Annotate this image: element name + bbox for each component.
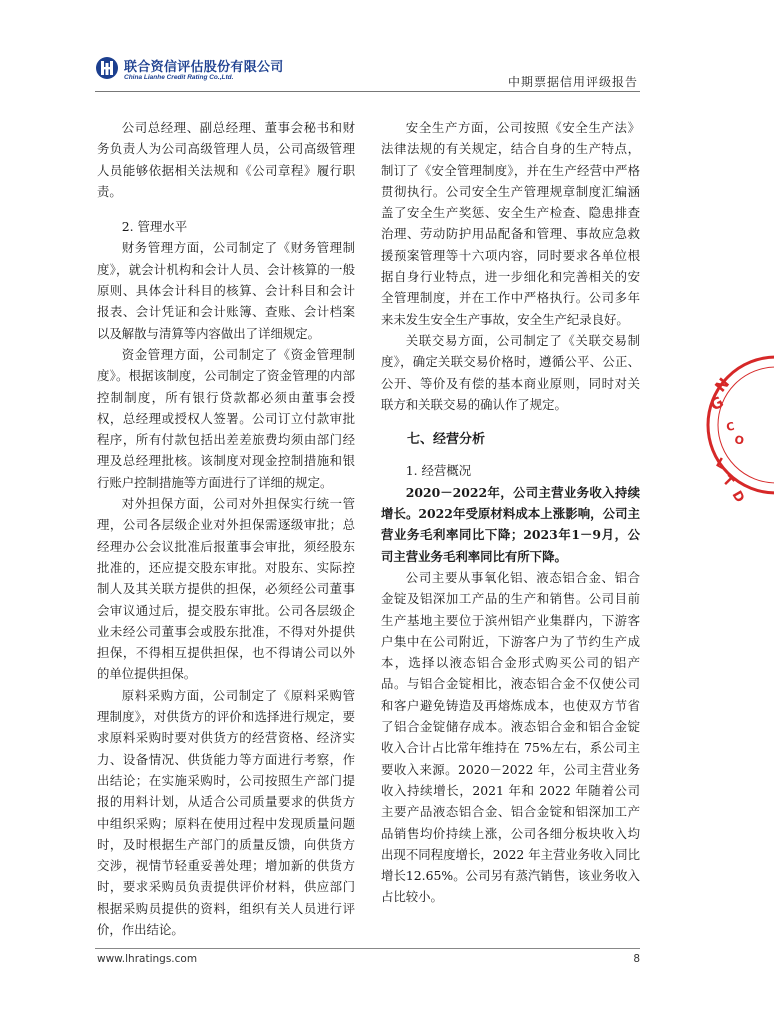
left-column xyxy=(97,117,355,940)
svg-text:N: N xyxy=(711,374,734,396)
lianhe-logo-icon xyxy=(95,56,119,80)
page-header xyxy=(0,0,724,96)
footer-rule xyxy=(95,948,640,949)
paragraph: 安全生产方面，公司按照《安全生产法》法律法规的有关规定，结合自身的生产特点，制订了《安全管理制度》，并在生产经营中严格贯彻执行。公司安全生产管理规章制度汇编涵盖了安全生产奖惩、安全生产检查、隐患排查治理、劳动防护用品配备和管理、事故应急救援预案管理等十六项内容，同时要求各单位根据自身行业特点，进一步细化和完善相关的安全管理制度，并在工作中严格执行。公司多年来未发生安全生产事故，安全生产纪录良好。 xyxy=(381,120,640,327)
section-heading: 七、经营分析 xyxy=(407,432,486,448)
paragraph: 对外担保方面，公司对外担保实行统一管理，公司各层级企业对外担保需逐级审批；总经理办公会议批准后报董事会审批，须经股东批准的，还应提交股东审批。对股东、实际控制人及其关联方提供的担保，必须经公司董事会审议通过后，提交股东审批。公司各层级企业未经公司董事会或股东批准，不得对外提供担保，不得相互提供担保，也不得请公司以外的单位提供担保。 xyxy=(97,496,355,682)
page-number: 8 xyxy=(633,953,640,965)
svg-text:D: D xyxy=(728,488,747,506)
svg-text:G: G xyxy=(707,392,727,415)
paragraph: 公司主要从事氧化铝、液态铝合金、铝合金锭及铝深加工产品的生产和销售。公司目前生产基地主要位于滨州铝产业集群内，下游客户集中在公司附近，下游客户为了节约生产成本，选择以液态铝合金形式购买公司的铝产品。与铝合金锭相比，液态铝合金不仅使公司和客户避免铸造及再熔炼成本，也使双方节省了铝合金锭储存成本。液态铝合金和铝合金锭收入合计占比常年维持在 75%左右，系公司主要收入来源。2020－2022 年，公司主营业务收入持续增长，2021 年和 2022 年随着公司主要产品液态铝合金、铝合金锭和铝深加工产品销售均价持续上涨，公司各细分板块收入均出现不同程度增长，2022 年主营业务收入同比增长12.65%。公司另有蒸汽销售，该业务收入占比较小。 xyxy=(381,569,640,905)
svg-text:C: C xyxy=(725,419,736,434)
company-name-cn: 联合资信评估股份有限公司 xyxy=(124,60,284,75)
paragraph: 财务管理方面，公司制定了《财务管理制度》，就会计机构和会计人员、会计核算的一般原则、具体会计科目的核算、会计科目和会计报表、会计凭证和会计账簿、查账、会计档案以及解散与清算等内容做出了详细规定。 xyxy=(97,240,355,341)
company-seal-icon xyxy=(694,345,774,505)
right-column xyxy=(381,117,640,908)
subsection-heading: 2. 管理水平 xyxy=(121,219,188,235)
footer-website: www.lhratings.com xyxy=(97,953,198,965)
paragraph: 公司总经理、副总经理、董事会秘书和财务负责人为公司高级管理人员，公司高级管理人员能够依据相关法规和《公司章程》履行职责。 xyxy=(97,120,355,199)
header-rule xyxy=(95,91,640,92)
report-type: 中期票据信用评级报告 xyxy=(507,75,638,89)
svg-text:T: T xyxy=(719,473,737,491)
svg-text:L: L xyxy=(713,455,728,473)
subsection-heading: 1. 经营概况 xyxy=(405,463,472,479)
company-name-en: China Lianhe Credit Rating Co.,Ltd. xyxy=(124,74,234,81)
svg-text:O: O xyxy=(733,433,745,448)
paragraph: 关联交易方面，公司制定了《关联交易制度》，确定关联交易价格时，遵循公平、公正、公开、等价及有偿的基本商业原则，同时对关联方和关联交易的确认作了规定。 xyxy=(381,332,640,412)
paragraph: 原料采购方面，公司制定了《原料采购管理制度》，对供货方的评价和选择进行规定，要求原料采购时要对供货方的经营资格、经济实力、设备情况、供货能力等方面进行考察，作出结论；在实施采购时，公司按照生产部门提报的用料计划，从适合公司质量要求的供货方中组织采购；原料在使用过程中发现质量问题时，及时根据生产部门的质量反馈，向供货方交涉，视情节轻重妥善处理；增加新的供货方时，要求采购员负责提供评价材料，供应部门根据采购员提供的资料，组织有关人员进行评价，作出结论。 xyxy=(97,687,355,937)
paragraph: 资金管理方面，公司制定了《资金管理制度》。根据该制度，公司制定了资金管理的内部控制制度，所有银行贷款都必须由董事会授权，总经理或授权人签署。公司订立付款审批程序，所有付款包括出差差旅费均须由部门经理及总经理批核。该制度对现金控制措施和银行账户控制措施等方面进行了详细的规定。 xyxy=(97,346,355,490)
summary-paragraph: 2020－2022年，公司主营业务收入持续增长。2022年受原材料成本上涨影响，公司主营业务毛利率同比下降；2023年1－9月，公司主营业务毛利率同比有所下降。 xyxy=(381,484,640,564)
